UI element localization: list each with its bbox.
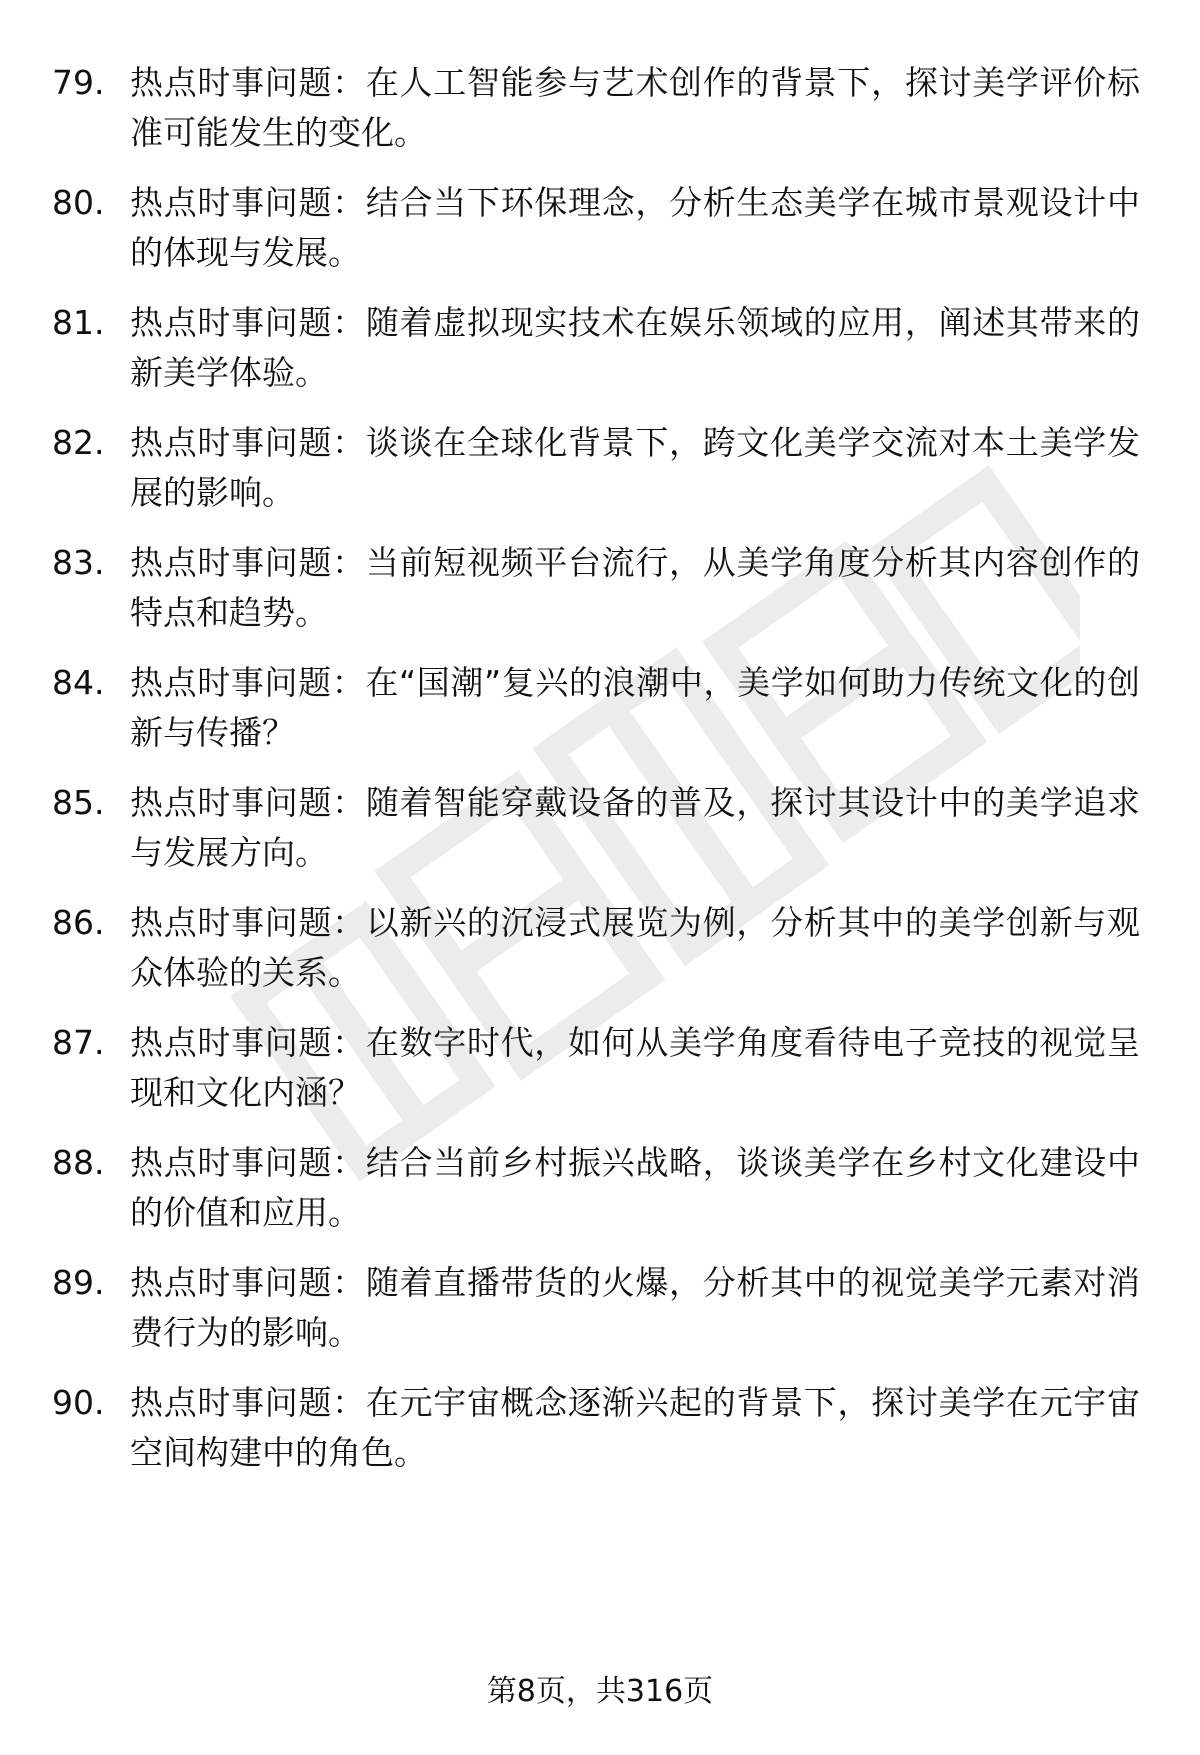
question-number: 82. <box>52 423 105 462</box>
question-text: 热点时事问题：在“国潮”复兴的浪潮中，美学如何助力传统文化的创新与传播？ <box>130 663 1140 752</box>
question-number: 80. <box>52 183 105 222</box>
question-text: 热点时事问题：结合当前乡村振兴战略，谈谈美学在乡村文化建设中的价值和应用。 <box>130 1143 1140 1232</box>
question-text: 热点时事问题：谈谈在全球化背景下，跨文化美学交流对本土美学发展的影响。 <box>130 423 1140 512</box>
question-text: 热点时事问题：在数字时代，如何从美学角度看待电子竞技的视觉呈现和文化内涵？ <box>130 1023 1140 1112</box>
list-item <box>0 178 1200 298</box>
question-number: 90. <box>52 1383 105 1422</box>
list-item <box>0 298 1200 418</box>
question-number: 85. <box>52 783 105 822</box>
question-text: 热点时事问题：结合当下环保理念，分析生态美学在城市景观设计中的体现与发展。 <box>130 183 1140 272</box>
list-item <box>0 778 1200 898</box>
list-item <box>0 1378 1200 1498</box>
question-number: 87. <box>52 1023 105 1062</box>
question-text: 热点时事问题：随着智能穿戴设备的普及，探讨其设计中的美学追求与发展方向。 <box>130 783 1140 872</box>
list-item <box>0 1258 1200 1378</box>
question-text: 热点时事问题：随着虚拟现实技术在娱乐领域的应用，阐述其带来的新美学体验。 <box>130 303 1140 392</box>
question-text: 热点时事问题：以新兴的沉浸式展览为例，分析其中的美学创新与观众体验的关系。 <box>130 903 1140 992</box>
list-item <box>0 898 1200 1018</box>
page-number-footer: 第8页，共316页 <box>486 1674 714 1709</box>
list-item <box>0 58 1200 178</box>
question-number: 84. <box>52 663 105 702</box>
question-number: 81. <box>52 303 105 342</box>
list-item <box>0 418 1200 538</box>
list-item <box>0 1018 1200 1138</box>
question-number: 83. <box>52 543 105 582</box>
list-item <box>0 1138 1200 1258</box>
question-text: 热点时事问题：在人工智能参与艺术创作的背景下，探讨美学评价标准可能发生的变化。 <box>130 63 1140 152</box>
question-text: 热点时事问题：在元宇宙概念逐渐兴起的背景下，探讨美学在元宇宙空间构建中的角色。 <box>130 1383 1140 1472</box>
question-text: 热点时事问题：当前短视频平台流行，从美学角度分析其内容创作的特点和趋势。 <box>130 543 1140 632</box>
question-number: 88. <box>52 1143 105 1182</box>
list-item <box>0 538 1200 658</box>
question-number: 86. <box>52 903 105 942</box>
list-item <box>0 658 1200 778</box>
question-text: 热点时事问题：随着直播带货的火爆，分析其中的视觉美学元素对消费行为的影响。 <box>130 1263 1140 1352</box>
question-number: 89. <box>52 1263 105 1302</box>
question-number: 79. <box>52 63 105 102</box>
